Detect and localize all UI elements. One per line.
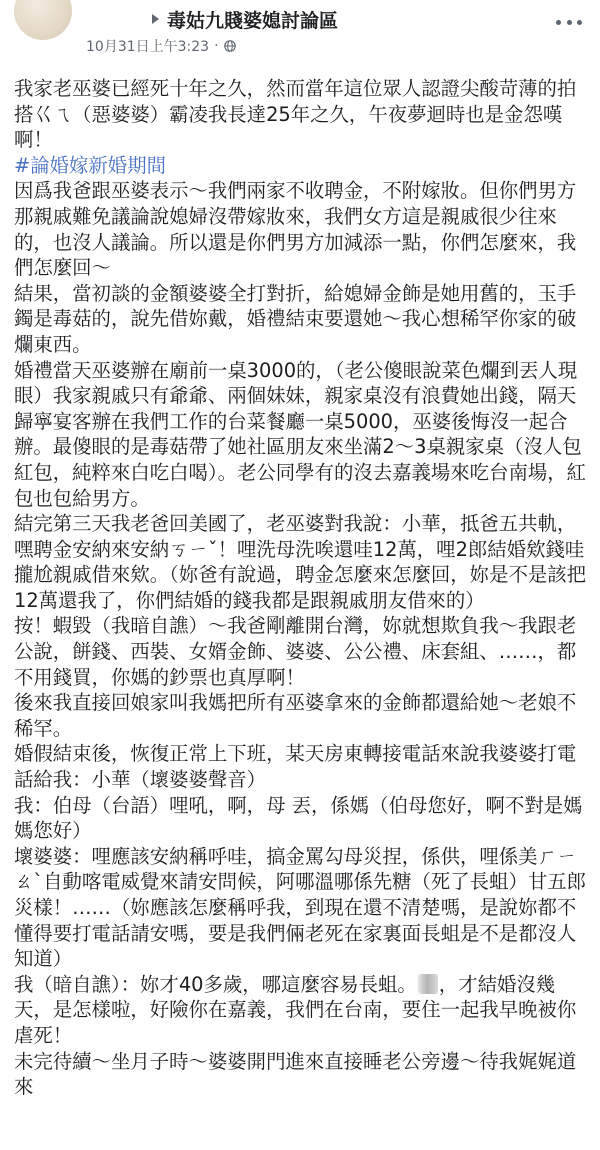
- post-paragraph: 婚禮當天巫婆辦在廟前一桌3000的，（老公傻眼說菜色爛到丟人現眼）我家親戚只有爺爺、兩個妹妹，親家桌沒有浪費她出錢，隔天歸寧宴客辦在我們工作的台菜餐廳一桌5000，巫婆後悔沒一起合辦。最傻眼的是毒菇帶了她社區朋友來坐滿2～3桌親家桌（沒人包紅包，純粹來白吃白喝）。老公同學有的沒去嘉義場來吃台南場，紅包也包給男方。: [14, 358, 587, 510]
- caret-right-icon: [152, 14, 159, 24]
- post-paragraph: 婚假結束後，恢復正常上下班，某天房東轉接電話來說我婆婆打電話給我：小華（壞婆婆聲音）: [14, 742, 577, 792]
- avatar[interactable]: [14, 0, 72, 40]
- post-paragraph: 結果，當初談的金額婆婆全打對折，給媳婦金飾是她用舊的，玉手鐲是毒菇的，說先借妳戴，婚禮結束要還她～我心想稀罕你家的破爛東西。: [14, 281, 577, 356]
- post-text-segment: 我（暗自譙）：妳才40多歲，哪這麼容易長蛆。: [14, 972, 417, 996]
- group-name-link[interactable]: 毒姑九賤婆媳討論區: [167, 9, 339, 32]
- post-paragraph: 我家老巫婆已經死十年之久，然而當年這位眾人認證尖酸苛薄的拍搭巜ㄟ（惡婆婆）霸凌我長達25年之久，午夜夢迴時也是金怨嘆啊！: [14, 77, 577, 152]
- post-paragraph: 未完待續～坐月子時～婆婆開門進來直接睡老公旁邊～待我娓娓道來: [14, 1049, 577, 1099]
- blurred-emoji: [418, 974, 438, 994]
- post-paragraph: 壞婆婆：哩應該安納稱呼哇，搞金罵勾母災捏，係供，哩係美ㄏㄧㄠˋ自動喀電威覺來請安問候，阿哪溫哪係先糖（死了長蛆）甘五郎災樣！……（妳應該怎麼稱呼我，到現在還不清楚嗎，是說妳都不懂得要打電話請安嗎，要是我們倆老死在家裏面長蛆是不是都沒人知道）: [14, 844, 587, 971]
- post-paragraph-with-redaction: [14, 972, 588, 1049]
- post-paragraph: 我：伯母（台語）哩吼，啊，母 丟，係媽（伯母您好，啊不對是媽媽您好）: [14, 793, 583, 843]
- globe-icon[interactable]: [224, 40, 236, 52]
- post-body: [14, 76, 588, 1100]
- post-paragraph: 結完第三天我老爸回美國了，老巫婆對我說：小華，抵爸五共軌，嘿聘金安納來安納ㄎㄧˇ！哩洗母洗唉還哇12萬，哩2郎結婚欸錢哇攏尬親戚借來欸。（妳爸有說過，聘金怎麼來怎麼回，妳是不是該把12萬還我了，你們結婚的錢我都是跟親戚朋友借來的）: [14, 512, 587, 612]
- post-paragraph: 後來我直接回娘家叫我媽把所有巫婆拿來的金飾都還給她～老娘不稀罕。: [14, 691, 577, 740]
- more-options-icon[interactable]: [556, 18, 582, 26]
- post-paragraph: 按！蝦毀（我暗自譙）～我爸剛離開台灣，妳就想欺負我～我跟老公說，餅錢、西裝、女婿金飾、婆婆、公公禮、床套組、……，都不用錢買，你媽的鈔票也真厚啊！: [14, 614, 577, 689]
- post-paragraph: 因爲我爸跟巫婆表示～我們兩家不收聘金，不附嫁妝。但你們男方那親戚難免議論說媳婦沒帶嫁妝來，我們女方這是親戚很少往來的，也沒人議論。所以還是你們男方加減添一點，你們怎麼來，我們怎麼回～: [14, 179, 577, 280]
- post-text-segment: ，才結婚沒幾天，是怎樣啦，好險你在嘉義，我們在台南，要住一起我早晚被你虐死！: [14, 972, 577, 1047]
- meta-separator: ·: [214, 38, 219, 54]
- hashtag-link[interactable]: #論婚嫁新婚期間: [14, 153, 166, 177]
- post-header: [0, 0, 600, 64]
- group-title-line: [80, 6, 338, 32]
- post-meta: [86, 36, 236, 56]
- post-timestamp[interactable]: 10月31日上午3:23: [86, 39, 210, 55]
